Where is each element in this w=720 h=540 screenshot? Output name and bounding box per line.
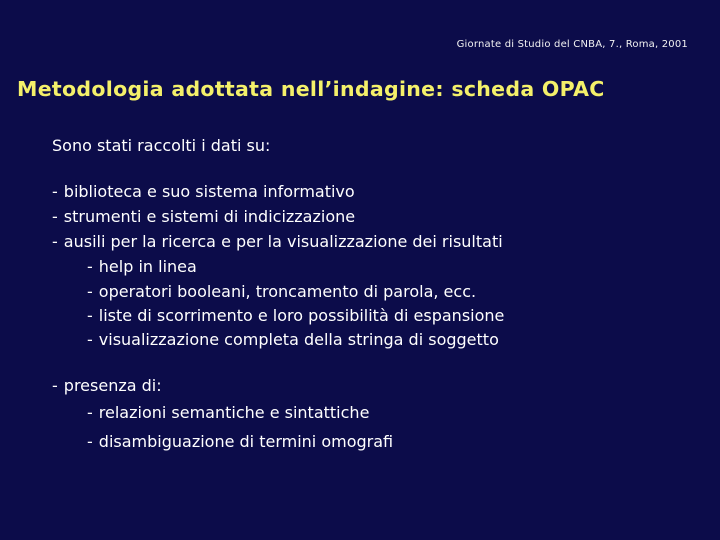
sub-list-item — [87, 332, 499, 348]
header-note: Giornate di Studio del CNBA, 7., Roma, 2001 — [456, 39, 688, 50]
bullet-dash: - — [87, 432, 93, 451]
slide-title: Metodologia adottata nell’indagine: scheda OPAC — [17, 77, 605, 101]
intro-text: Sono stati raccolti i dati su: — [52, 136, 271, 155]
list-item-text: presenza di: — [63, 376, 162, 395]
list-item — [52, 209, 355, 225]
bullet-dash: - — [52, 207, 58, 226]
sub-list-item-text: operatori booleani, troncamento di parola, ecc. — [98, 282, 477, 301]
list-item — [52, 184, 355, 200]
list-item — [52, 378, 162, 394]
sub-list-item — [87, 308, 504, 324]
sub-list-item — [87, 259, 197, 275]
bullet-dash: - — [52, 376, 58, 395]
sub-list-item-text: visualizzazione completa della stringa di soggetto — [98, 330, 499, 349]
bullet-dash: - — [52, 182, 58, 201]
sub-list-item-text: liste di scorrimento e loro possibilità di espansione — [98, 306, 505, 325]
bullet-dash: - — [87, 282, 93, 301]
list-item-text: strumenti e sistemi di indicizzazione — [63, 207, 356, 226]
sub-list-item-text: disambiguazione di termini omografi — [98, 432, 394, 451]
sub-list-item — [87, 434, 393, 450]
bullet-dash: - — [52, 232, 58, 251]
sub-list-item-text: help in linea — [98, 257, 197, 276]
bullet-dash: - — [87, 257, 93, 276]
list-item-text: biblioteca e suo sistema informativo — [63, 182, 355, 201]
bullet-dash: - — [87, 403, 93, 422]
bullet-dash: - — [87, 306, 93, 325]
list-item-text: ausili per la ricerca e per la visualizzazione dei risultati — [63, 232, 503, 251]
bullet-dash: - — [87, 330, 93, 349]
list-item — [52, 234, 503, 250]
sub-list-item — [87, 284, 476, 300]
sub-list-item — [87, 405, 369, 421]
sub-list-item-text: relazioni semantiche e sintattiche — [98, 403, 370, 422]
